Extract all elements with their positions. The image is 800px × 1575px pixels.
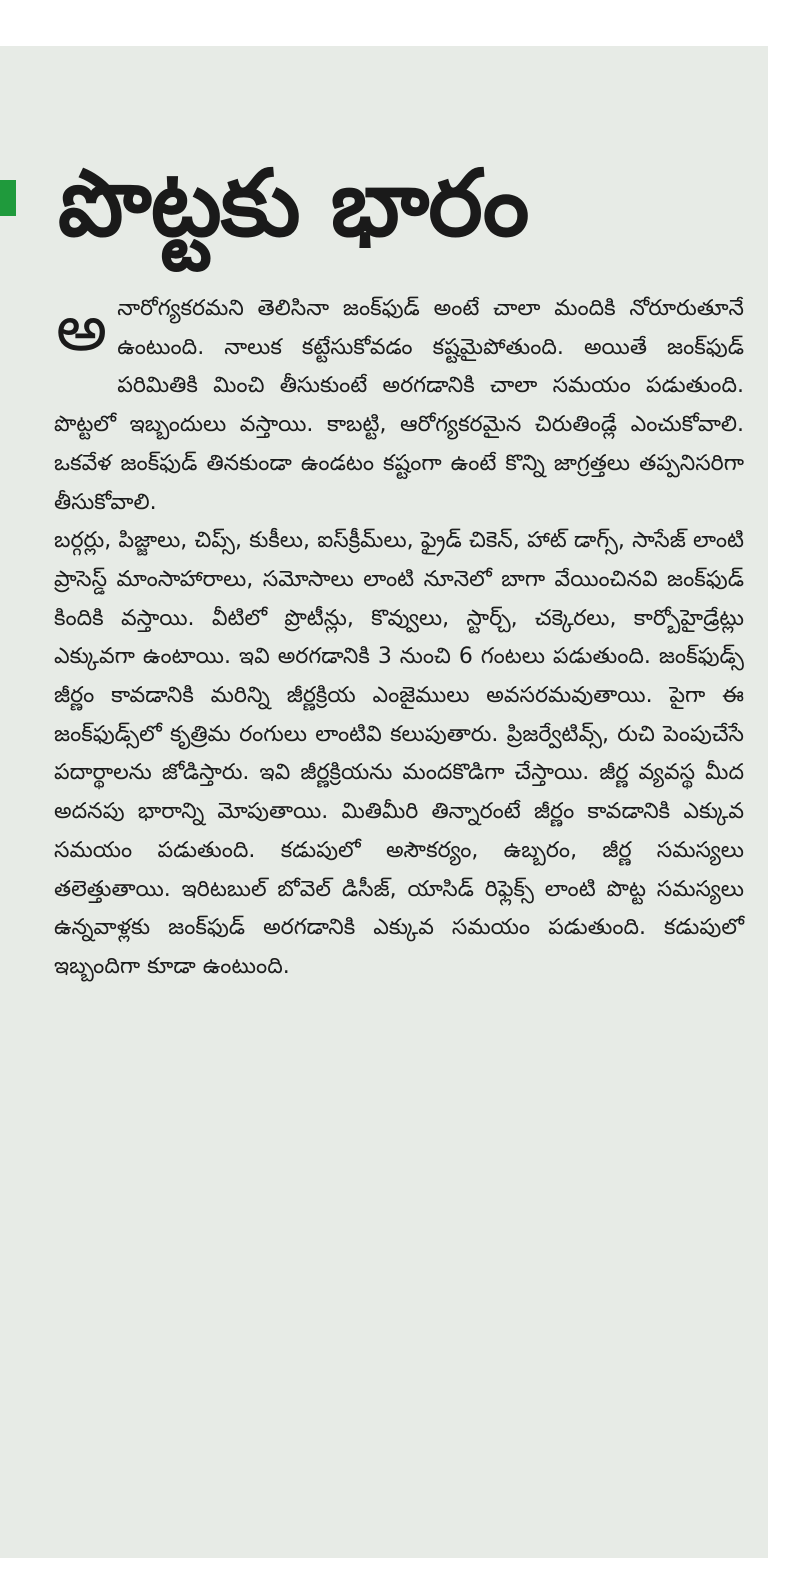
article-headline: పొట్టకు భారం: [58, 150, 529, 257]
section-marker: [0, 180, 16, 216]
newspaper-clipping: [0, 46, 768, 1558]
article-paragraph-1: నారోగ్యకరమని తెలిసినా జంక్‌ఫుడ్ అంటే చాలా మందికి నోరూరుతూనే ఉంటుంది. నాలుక కట్టేసుకోవడం కష్టమైపోతుంది. అయితే జంక్‌ఫుడ్ పరిమితికి మించి తీసుకుంటే అరగడానికి చాలా సమయం పడుతుంది. పొట్టలో ఇబ్బందులు వస్తాయి. కాబట్టి, ఆరోగ్యకరమైన చిరుతిండ్లే ఎంచుకోవాలి. ఒకవేళ జంక్‌ఫుడ్ తినకుండా ఉండటం కష్టంగా ఉంటే కొన్ని జాగ్రత్తలు తప్పనిసరిగా తీసుకోవాలి.: [54, 296, 744, 515]
article-body: [54, 290, 744, 987]
article-paragraph-2: బర్గర్లు, పిజ్జాలు, చిప్స్, కుకీలు, ఐస్‌క్రీమ్‌లు, ఫ్రైడ్ చికెన్, హాట్ డాగ్స్, సాసేజ్ లాంటి ప్రాసెస్డ్ మాంసాహారాలు, సమోసాలు లాంటి నూనెలో బాగా వేయించినవి జంక్‌ఫుడ్ కిందికి వస్తాయి. వీటిలో ప్రొటీన్లు, కొవ్వులు, స్టార్చ్, చక్కెరలు, కార్బోహైడ్రేట్లు ఎక్కువగా ఉంటాయి. ఇవి అరగడానికి 3 నుంచి 6 గంటలు పడుతుంది. జంక్‌ఫుడ్స్ జీర్ణం కావడానికి మరిన్ని జీర్ణక్రియ ఎంజైములు అవసరమవుతాయి. పైగా ఈ జంక్‌ఫుడ్స్‌లో కృత్రిమ రంగులు లాంటివి కలుపుతారు. ప్రిజర్వేటివ్స్, రుచి పెంపుచేసే పదార్థాలను జోడిస్తారు. ఇవి జీర్ణక్రియను మందకొడిగా చేస్తాయి. జీర్ణ వ్యవస్థ మీద అదనపు భారాన్ని మోపుతాయి. మితిమీరి తిన్నారంటే జీర్ణం కావడానికి ఎక్కువ సమయం పడుతుంది. కడుపులో అసౌకర్యం, ఉబ్బరం, జీర్ణ సమస్యలు తలెత్తుతాయి. ఇరిటబుల్ బోవెల్ డిసీజ్, యాసిడ్ రిఫ్లెక్స్ లాంటి పొట్ట సమస్యలు ఉన్నవాళ్లకు జంక్‌ఫుడ్ అరగడానికి ఎక్కువ సమయం పడుతుంది. కడుపులో ఇబ్బందిగా కూడా ఉంటుంది.: [54, 528, 744, 979]
drop-cap: అ: [56, 292, 108, 366]
